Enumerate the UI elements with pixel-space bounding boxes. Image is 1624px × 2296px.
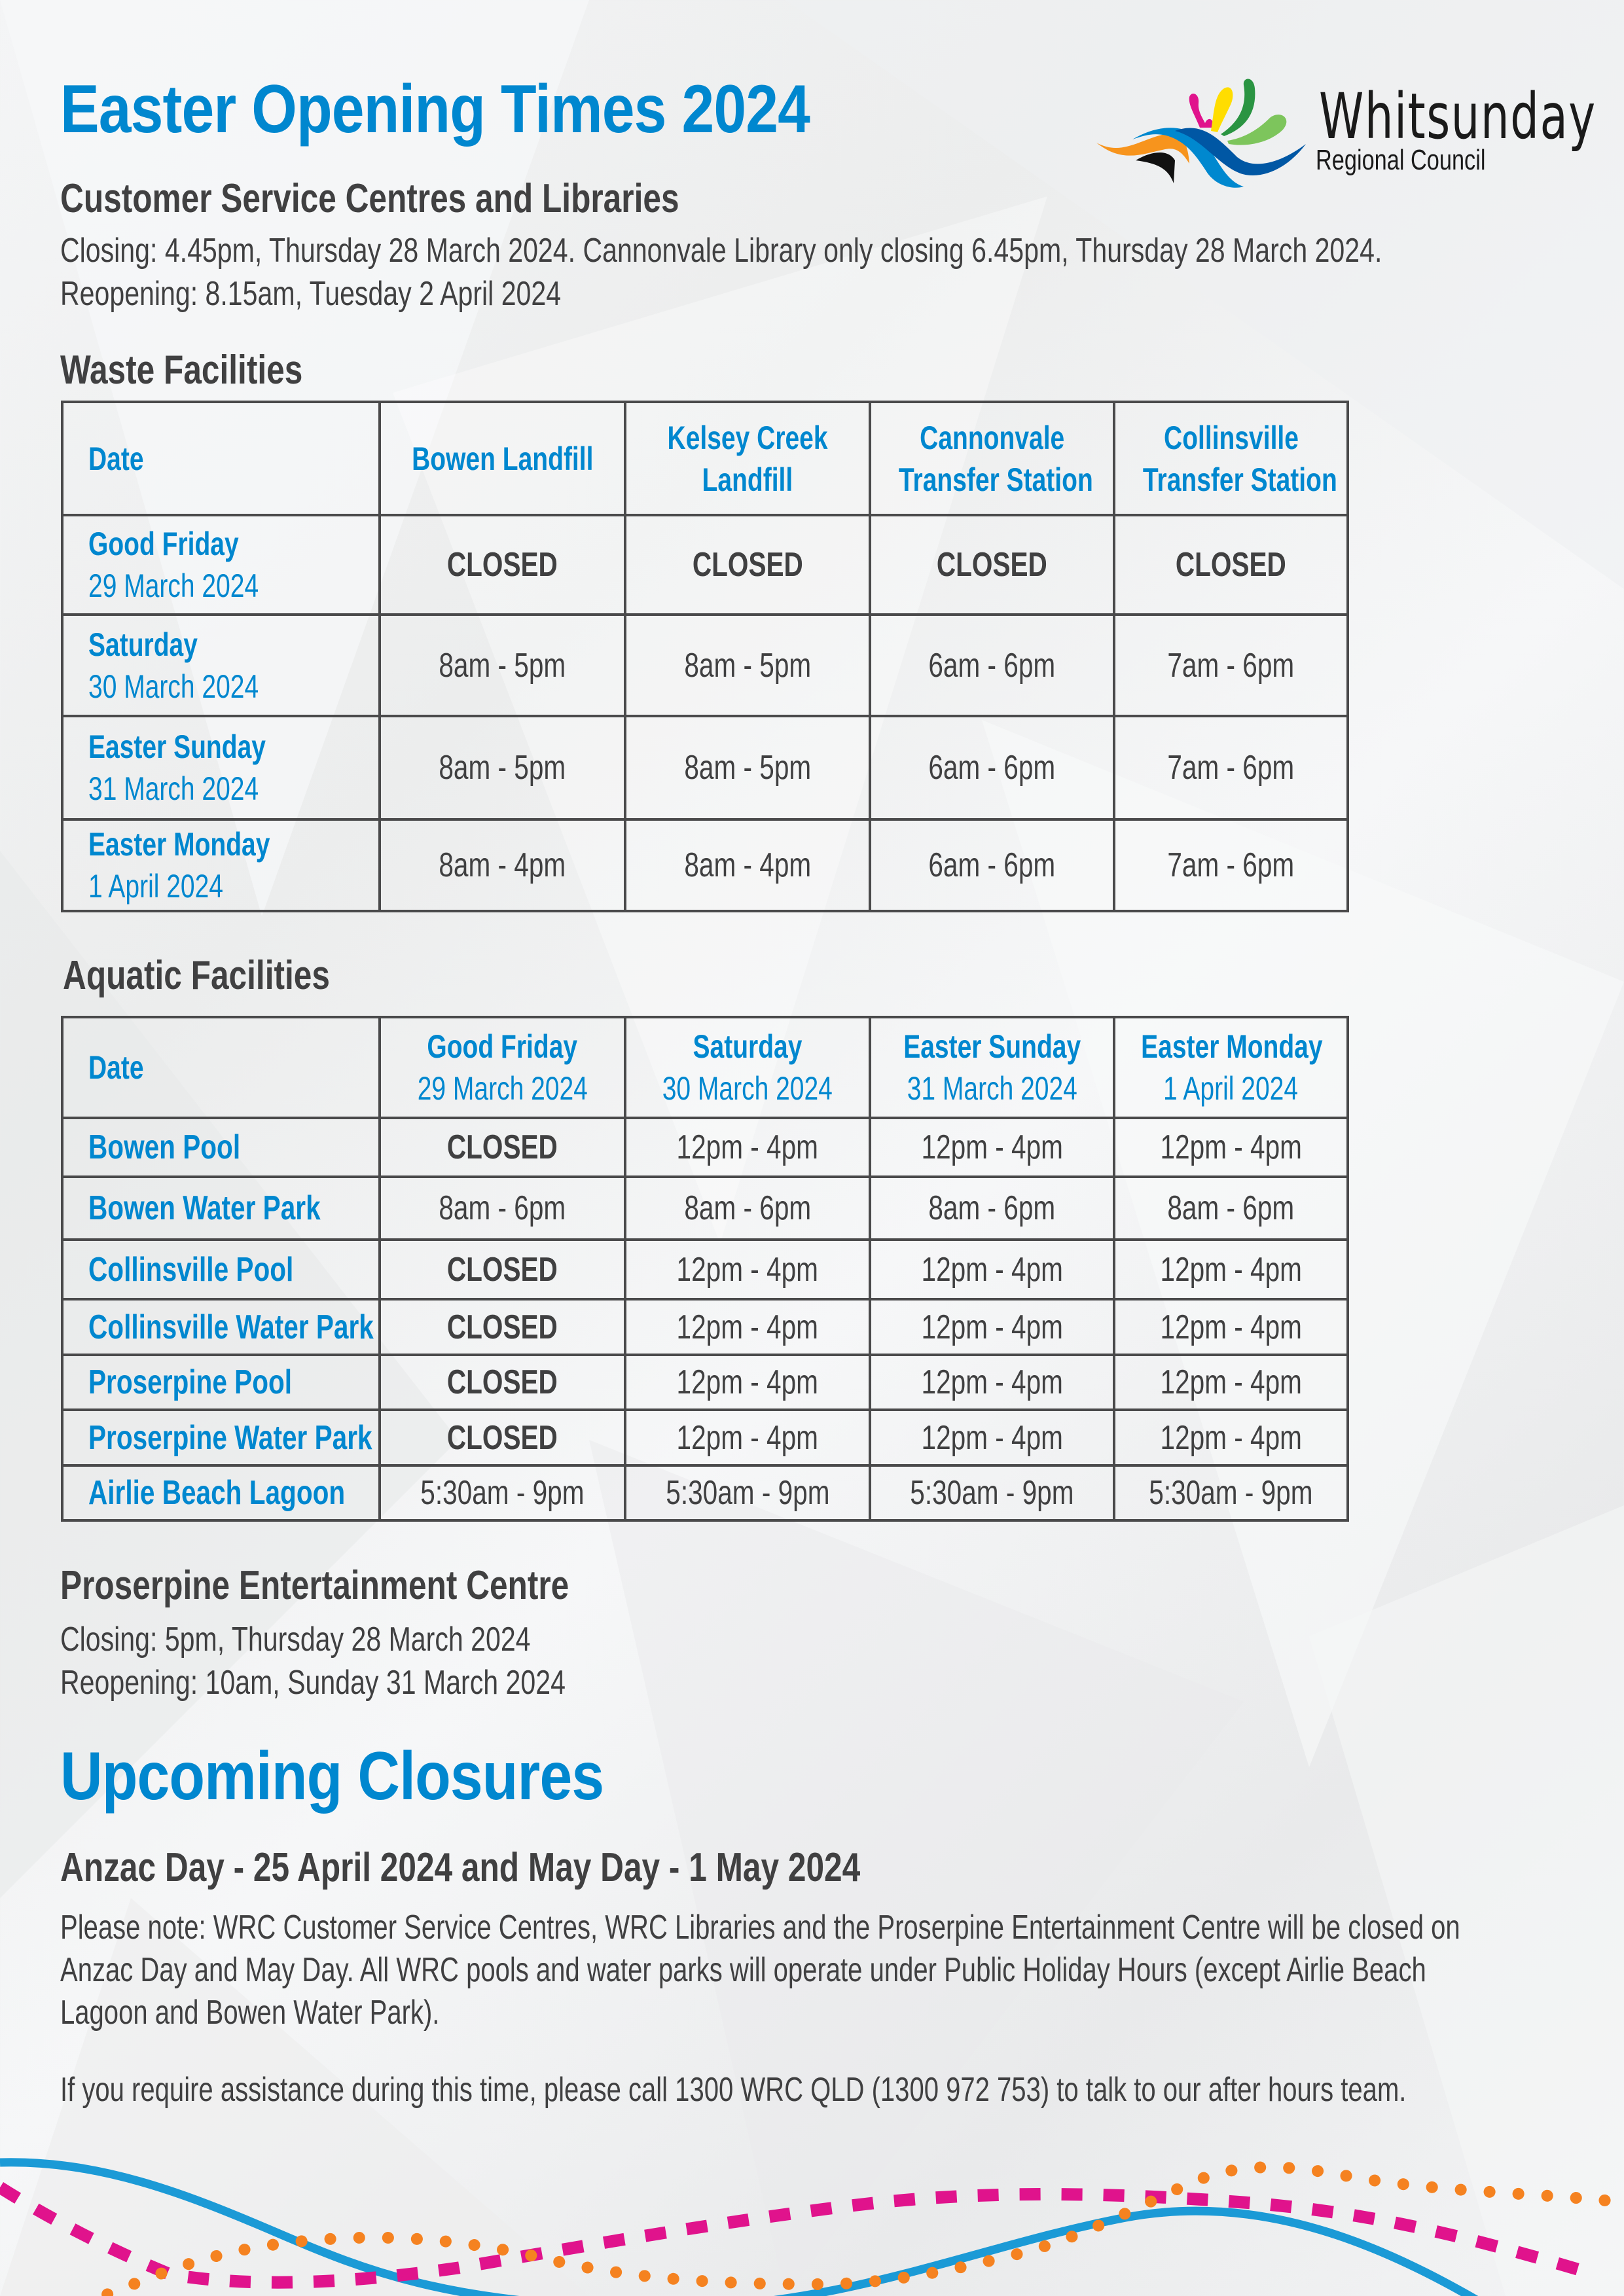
page-title-wrap [60,71,931,149]
aquatic-heading-wrap [63,952,397,999]
assistance-wrap [60,2068,1624,2111]
table-cell: 12pm - 4pm [870,1240,1114,1299]
table-cell: CLOSED [1114,515,1348,615]
upcoming-note-line: Lagoon and Bowen Water Park). [60,1994,440,2032]
aquatic-facilities-table [61,1016,1349,1522]
logo-name-line2: Regional Council [1316,144,1486,176]
aquatic-heading: Aquatic Facilities [63,953,330,998]
upcoming-note-line-2-wrap [60,1948,1624,1992]
table-row [62,515,1348,615]
table-cell: 5:30am - 9pm [1114,1465,1348,1520]
blue-wave-line [0,2162,1506,2296]
table-cell: 12pm - 4pm [1114,1240,1348,1299]
table-cell: 5:30am - 9pm [625,1465,870,1520]
waste-heading-wrap [60,347,363,393]
table-cell: 8am - 5pm [380,615,625,716]
facility-name: Proserpine Water Park [62,1410,380,1465]
entertainment-closing: Closing: 5pm, Thursday 28 March 2024 [60,1621,531,1659]
entertainment-heading: Proserpine Entertainment Centre [60,1563,569,1608]
table-cell: 7am - 6pm [1114,615,1348,716]
facility-name: Airlie Beach Lagoon [62,1465,380,1520]
table-cell: 8am - 6pm [625,1177,870,1240]
column-header: Easter Monday 1 April 2024 [1114,1017,1348,1118]
table-cell: CLOSED [380,1240,625,1299]
table-cell: 12pm - 4pm [625,1355,870,1410]
table-cell: 12pm - 4pm [1114,1355,1348,1410]
column-header: Cannonvale Transfer Station [870,402,1114,515]
table-row [62,615,1348,716]
table-cell: 8am - 6pm [380,1177,625,1240]
table-cell: 12pm - 4pm [625,1299,870,1355]
table-cell: CLOSED [380,515,625,615]
table-row [62,1118,1348,1177]
row-date: Easter Sunday 31 March 2024 [62,716,380,819]
table-row [62,1465,1348,1520]
upcoming-note-line: Anzac Day and May Day. All WRC pools and water parks will operate under Public Holiday Hours (except Airlie Beach [60,1951,1426,1989]
column-header: Kelsey Creek Landfill [625,402,870,515]
row-date: Good Friday 29 March 2024 [62,515,380,615]
customer-service-reopening-wrap [60,272,694,315]
table-cell: 12pm - 4pm [870,1355,1114,1410]
table-row [62,1240,1348,1299]
upcoming-subheading: Anzac Day - 25 April 2024 and May Day - 1 May 2024 [60,1845,861,1890]
upcoming-title: Upcoming Closures [60,1738,604,1814]
wave-lines-decoration [0,2127,1624,2296]
upcoming-subheading-wrap [60,1844,1060,1891]
table-cell: 12pm - 4pm [625,1118,870,1177]
assistance-text: If you require assistance during this time, please call 1300 WRC QLD (1300 972 753) to talk to our after hours team. [60,2071,1407,2109]
table-cell: 12pm - 4pm [870,1410,1114,1465]
table-row [62,1299,1348,1355]
upcoming-note-line: Please note: WRC Customer Service Centres, WRC Libraries and the Proserpine Entertainment Centre will be closed on [60,1909,1460,1946]
upcoming-title-wrap [60,1738,692,1816]
facility-name: Collinsville Water Park [62,1299,380,1355]
table-cell: CLOSED [380,1355,625,1410]
row-date: Saturday 30 March 2024 [62,615,380,716]
column-header: Good Friday 29 March 2024 [380,1017,625,1118]
upcoming-note-line-3-wrap [60,1991,553,2034]
table-cell: 8am - 6pm [870,1177,1114,1240]
column-header: Date [62,402,380,515]
customer-service-reopening: Reopening: 8.15am, Tuesday 2 April 2024 [60,275,562,313]
table-cell: 12pm - 4pm [625,1410,870,1465]
facility-name: Proserpine Pool [62,1355,380,1410]
table-cell: 8am - 4pm [625,819,870,911]
table-row [62,716,1348,819]
table-cell: CLOSED [380,1410,625,1465]
table-row [62,1355,1348,1410]
table-cell: 5:30am - 9pm [380,1465,625,1520]
logo-name-line1: Whitsunday [1319,80,1597,153]
column-header: Bowen Landfill [380,402,625,515]
table-cell: 6am - 6pm [870,615,1114,716]
table-cell: 8am - 5pm [625,716,870,819]
table-cell: 6am - 6pm [870,819,1114,911]
table-row [62,1177,1348,1240]
waste-facilities-table [61,401,1349,912]
table-cell: 8am - 6pm [1114,1177,1348,1240]
facility-name: Bowen Water Park [62,1177,380,1240]
whitsunday-wave-logo-icon [1083,65,1319,196]
table-cell: 8am - 4pm [380,819,625,911]
column-header: Collinsville Transfer Station [1114,402,1348,515]
customer-service-closing: Closing: 4.45pm, Thursday 28 March 2024. Cannonvale Library only closing 6.45pm, Thursday 28 March 2024. [60,232,1382,270]
entertainment-reopening-wrap [60,1661,700,1704]
customer-service-heading-wrap [60,175,834,222]
row-date: Easter Monday 1 April 2024 [62,819,380,911]
entertainment-reopening: Reopening: 10am, Sunday 31 March 2024 [60,1664,566,1702]
table-cell: 5:30am - 9pm [870,1465,1114,1520]
column-header: Easter Sunday 31 March 2024 [870,1017,1114,1118]
customer-service-closing-wrap [60,229,1624,272]
facility-name: Collinsville Pool [62,1240,380,1299]
column-header: Date [62,1017,380,1118]
table-cell: 7am - 6pm [1114,716,1348,819]
table-cell: CLOSED [625,515,870,615]
table-header-row [62,1017,1348,1118]
table-row [62,819,1348,911]
table-header-row [62,402,1348,515]
council-logo [1083,65,1597,196]
table-cell: 8am - 5pm [625,615,870,716]
waste-heading: Waste Facilities [60,348,303,393]
table-cell: 12pm - 4pm [870,1118,1114,1177]
table-cell: 12pm - 4pm [870,1299,1114,1355]
entertainment-closing-wrap [60,1618,656,1661]
entertainment-heading-wrap [60,1562,696,1609]
upcoming-note-line-1-wrap [60,1906,1624,1949]
table-cell: CLOSED [380,1118,625,1177]
table-cell: 6am - 6pm [870,716,1114,819]
table-cell: 12pm - 4pm [1114,1410,1348,1465]
facility-name: Bowen Pool [62,1118,380,1177]
page-title: Easter Opening Times 2024 [60,71,810,147]
table-cell: CLOSED [380,1299,625,1355]
table-cell: 12pm - 4pm [625,1240,870,1299]
table-cell: 12pm - 4pm [1114,1299,1348,1355]
table-cell: CLOSED [870,515,1114,615]
table-row [62,1410,1348,1465]
column-header: Saturday 30 March 2024 [625,1017,870,1118]
table-cell: 7am - 6pm [1114,819,1348,911]
table-cell: 12pm - 4pm [1114,1118,1348,1177]
table-cell: 8am - 5pm [380,716,625,819]
customer-service-heading: Customer Service Centres and Libraries [60,176,679,221]
